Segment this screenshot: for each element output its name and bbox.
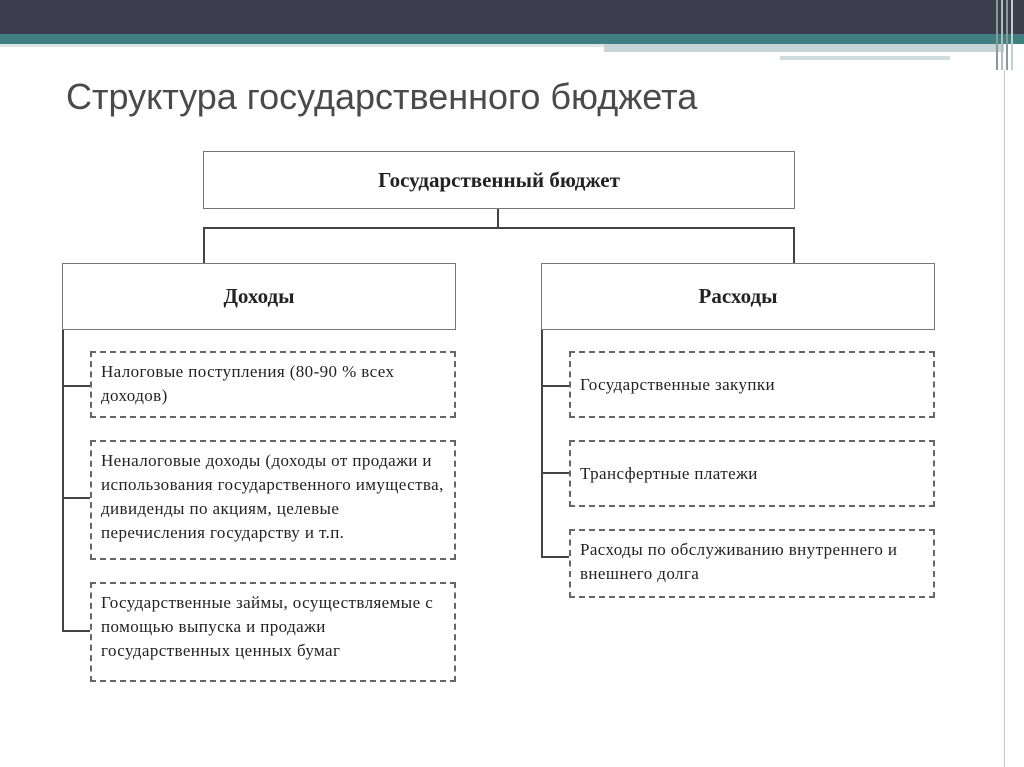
income-node: Доходы — [62, 263, 456, 330]
header-accent-line — [0, 44, 604, 47]
connector-income-item — [62, 497, 90, 499]
connector-to-expenses — [793, 227, 795, 263]
corner-stripe — [1001, 0, 1003, 70]
slide-title: Структура государственного бюджета — [66, 76, 698, 117]
slide-frame-line — [1004, 70, 1005, 767]
connector-expense-item — [541, 385, 569, 387]
income-item: Неналоговые доходы (доходы от продажи и использования государственного имущества, дивиденды по акциям, целевые перечисления государству и т.п. — [90, 440, 456, 560]
connector-expense-item — [541, 472, 569, 474]
corner-stripe — [1006, 0, 1008, 70]
root-node: Государственный бюджет — [203, 151, 795, 209]
connector-branch-bar — [203, 227, 795, 229]
header-band — [0, 0, 1024, 34]
connector-income-item — [62, 630, 90, 632]
connector-income-item — [62, 385, 90, 387]
expense-item: Трансфертные платежи — [569, 440, 935, 507]
header-accent-band — [0, 34, 1024, 44]
income-item: Государственные займы, осуществляемые с помощью выпуска и продажи государственных ценных бумаг — [90, 582, 456, 682]
header-accent-strip — [780, 56, 950, 60]
connector-income-spine — [62, 330, 64, 632]
connector-to-income — [203, 227, 205, 263]
connector-root-stem — [497, 209, 499, 228]
expense-item: Расходы по обслуживанию внутреннего и внешнего долга — [569, 529, 935, 598]
corner-stripe — [996, 0, 998, 70]
header-accent-block — [604, 44, 1004, 52]
connector-expense-item — [541, 556, 569, 558]
expense-item: Государственные закупки — [569, 351, 935, 418]
corner-stripe — [1011, 0, 1013, 70]
connector-expenses-spine — [541, 330, 543, 558]
expenses-node: Расходы — [541, 263, 935, 330]
income-item: Налоговые поступления (80-90 % всех доходов) — [90, 351, 456, 418]
